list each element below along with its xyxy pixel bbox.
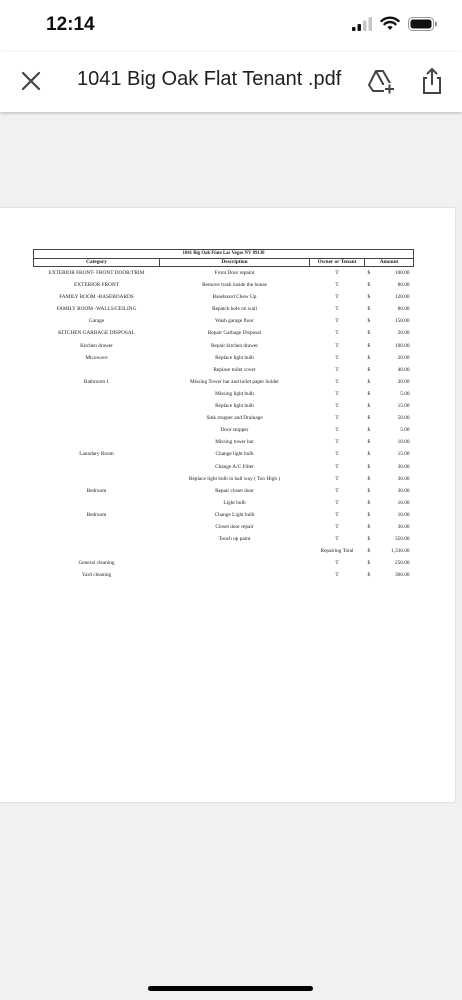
row-owner-tenant: T [335, 463, 339, 470]
row-dollar: $ [367, 306, 371, 313]
row-amount: 100.00 [394, 270, 410, 276]
row-dollar: $ [367, 475, 371, 482]
table-header-row [34, 259, 414, 267]
row-amount: 300.00 [394, 572, 410, 579]
document-title: 1041 Big Oak Flat Tenant .pdf [77, 68, 342, 90]
row-description: Touch up paint [218, 536, 251, 543]
row-dollar: $ [367, 560, 371, 567]
row-description: Replace light bulb [215, 354, 254, 361]
header-description: Description [160, 259, 310, 267]
row-owner-tenant: T [335, 270, 339, 276]
row-amount: 40.00 [397, 366, 410, 373]
row-description [160, 557, 310, 569]
close-button[interactable] [18, 68, 44, 94]
row-amount: 30.00 [397, 523, 410, 530]
row-description: Change light bulb [215, 451, 254, 458]
row-description: Wash garage floor [215, 318, 254, 325]
table-title: 1041 Big Oak Flate Las Vegas NV 89138 [34, 250, 414, 259]
row-amount: 1,330.00 [390, 548, 410, 555]
row-dollar: $ [367, 330, 371, 337]
table-row [34, 315, 414, 327]
row-description: Repair closet door [215, 487, 254, 494]
row-description: Replace toilet cover [213, 366, 256, 373]
table-row [34, 569, 414, 581]
table-row [34, 424, 414, 436]
row-amount: 80.00 [397, 282, 410, 289]
status-bar [0, 0, 462, 52]
table-row [34, 473, 414, 485]
row-category: EXTERIOR FRONT [74, 282, 119, 289]
row-dollar: $ [367, 487, 371, 494]
row-category: Kitchen drawer [80, 342, 113, 349]
table-body [34, 267, 414, 582]
table-row [34, 412, 414, 424]
row-category: Bedroom [86, 487, 107, 494]
row-category: FAMILY ROOM -BASEBOARDS [59, 294, 134, 301]
row-amount: 350.00 [394, 536, 410, 543]
row-owner-tenant: T [335, 354, 339, 361]
row-description: Missing tower bar [215, 439, 254, 446]
row-owner-tenant: T [335, 282, 339, 289]
row-amount: 15.00 [397, 403, 410, 410]
row-amount: 50.00 [397, 415, 410, 422]
table-row [34, 509, 414, 521]
row-category [34, 364, 160, 376]
table-row [34, 267, 414, 280]
row-dollar: $ [367, 390, 371, 397]
table-row [34, 388, 414, 400]
row-category [34, 473, 160, 485]
row-description: Repair Garbage Disposal [207, 330, 262, 337]
row-description: Sink stopper and Drainage [206, 415, 263, 422]
row-category [34, 521, 160, 533]
table-row [34, 533, 414, 545]
row-owner-tenant: T [335, 342, 339, 349]
row-dollar: $ [367, 294, 371, 301]
row-category: Bathroom 1 [83, 378, 110, 385]
drive-add-icon [366, 66, 396, 96]
row-category [34, 461, 160, 473]
row-dollar: $ [367, 439, 371, 446]
row-amount: 10.00 [397, 499, 410, 506]
row-owner-tenant: T [335, 439, 339, 446]
table-row [34, 340, 414, 352]
row-description: Front Door repaint [214, 270, 255, 276]
row-description [160, 545, 310, 557]
status-icons [352, 16, 438, 31]
table-row [34, 352, 414, 364]
row-owner-tenant: T [335, 511, 339, 518]
row-category: KITCHEN GARBAGE DISPOSAL [58, 330, 135, 337]
status-time: 12:14 [46, 14, 95, 35]
row-dollar: $ [367, 548, 371, 555]
row-category [34, 424, 160, 436]
row-amount: 150.00 [394, 318, 410, 325]
row-description: Replace light bulb in hall way ( Too High ) [188, 475, 281, 482]
row-owner-tenant: Repairing Total [320, 548, 354, 555]
row-amount: 10.00 [397, 511, 410, 518]
app-bar [0, 52, 462, 112]
row-owner-tenant: T [335, 415, 339, 422]
row-amount: 120.00 [394, 294, 410, 301]
row-amount: 30.00 [397, 475, 410, 482]
row-amount: 30.00 [397, 378, 410, 385]
row-owner-tenant: T [335, 306, 339, 313]
row-dollar: $ [367, 378, 371, 385]
row-category [34, 388, 160, 400]
pdf-document-content [33, 249, 413, 581]
row-owner-tenant: T [335, 499, 339, 506]
row-amount: 30.00 [397, 463, 410, 470]
row-category: Garage [88, 318, 105, 325]
table-title-row [34, 250, 414, 259]
row-category: EXTERIOR FRONT- FRONT DOOR/TRIM [48, 270, 145, 276]
table-row [34, 497, 414, 509]
row-description: Door stopper [220, 427, 249, 434]
row-category: Laundary Room [79, 451, 114, 458]
row-owner-tenant: T [335, 487, 339, 494]
row-description: Missing Tower bar and toilet paper holder [190, 378, 279, 385]
row-dollar: $ [367, 282, 371, 289]
row-amount: 10.00 [397, 439, 410, 446]
row-dollar: $ [367, 463, 371, 470]
row-category [34, 412, 160, 424]
row-description: Repatch hole on wall [212, 306, 257, 313]
row-category: FAMILY ROOM -WALLS/CEILING [56, 306, 137, 313]
row-dollar: $ [367, 511, 371, 518]
share-button[interactable] [417, 66, 447, 96]
row-category [34, 497, 160, 509]
row-owner-tenant: T [335, 475, 339, 482]
row-owner-tenant: T [335, 378, 339, 385]
row-description: Change Light bulb [214, 511, 255, 518]
row-owner-tenant: T [335, 403, 339, 410]
repair-charges-table [33, 249, 414, 581]
table-row [34, 364, 414, 376]
row-amount: 100.00 [394, 342, 410, 349]
row-description: Remove trash inside the house [202, 282, 267, 289]
row-description [160, 569, 310, 581]
table-row [34, 521, 414, 533]
row-description: Missing light bulb [215, 390, 254, 397]
row-dollar: $ [367, 499, 371, 506]
close-icon [18, 68, 44, 94]
battery-icon [408, 17, 438, 31]
wifi-icon [380, 16, 400, 31]
table-row [34, 461, 414, 473]
table-row [34, 485, 414, 497]
row-category: Yard cleaning [81, 572, 112, 579]
row-category: Bedroom [86, 511, 107, 518]
pdf-page [0, 208, 455, 802]
table-row [34, 400, 414, 412]
row-dollar: $ [367, 342, 371, 349]
add-to-drive-button[interactable] [366, 66, 396, 96]
table-row [34, 376, 414, 388]
row-dollar: $ [367, 318, 371, 325]
row-owner-tenant: T [335, 451, 339, 458]
row-amount: 80.00 [397, 306, 410, 313]
share-icon [417, 66, 447, 96]
row-dollar: $ [367, 536, 371, 543]
header-owner-tenant: Owner or Tenant [310, 259, 365, 267]
table-row [34, 303, 414, 315]
row-dollar: $ [367, 415, 371, 422]
row-amount: 20.00 [397, 354, 410, 361]
table-row [34, 279, 414, 291]
table-row [34, 436, 414, 448]
row-owner-tenant: T [335, 560, 339, 567]
row-dollar: $ [367, 354, 371, 361]
row-description: Baseboard Chew Up [212, 294, 257, 301]
row-dollar: $ [367, 451, 371, 458]
row-amount: 20.00 [397, 330, 410, 337]
row-owner-tenant: T [335, 523, 339, 530]
header-category: Category [34, 259, 160, 267]
row-dollar: $ [367, 270, 371, 276]
row-category [34, 400, 160, 412]
row-description: Replace light bulb [215, 403, 254, 410]
row-dollar: $ [367, 572, 371, 579]
row-category [34, 545, 160, 557]
table-row [34, 545, 414, 557]
row-amount: 5.00 [400, 390, 410, 397]
row-amount: 30.00 [397, 487, 410, 494]
row-owner-tenant: T [335, 572, 339, 579]
row-amount: 250.00 [394, 560, 410, 567]
row-description: Change A/C Filter [215, 463, 254, 470]
row-category [34, 533, 160, 545]
row-dollar: $ [367, 366, 371, 373]
row-owner-tenant: T [335, 294, 339, 301]
header-amount: Amount [365, 259, 414, 267]
row-description: Closet door repair [215, 523, 254, 530]
row-owner-tenant: T [335, 318, 339, 325]
row-owner-tenant: T [335, 536, 339, 543]
row-owner-tenant: T [335, 427, 339, 434]
signal-icon [352, 17, 372, 31]
row-dollar: $ [367, 523, 371, 530]
table-row [34, 557, 414, 569]
row-category: General cleaning [78, 560, 115, 567]
table-row [34, 327, 414, 339]
table-row [34, 291, 414, 303]
row-description: Repair kitchen drawer [210, 342, 259, 349]
row-owner-tenant: T [335, 366, 339, 373]
row-owner-tenant: T [335, 390, 339, 397]
row-dollar: $ [367, 403, 371, 410]
row-dollar: $ [367, 427, 371, 434]
row-category: Micowave [85, 354, 108, 361]
row-description: Light bulb [223, 499, 246, 506]
row-category [34, 436, 160, 448]
row-amount: 5.00 [400, 427, 410, 434]
row-amount: 15.00 [397, 451, 410, 458]
table-row [34, 448, 414, 460]
row-owner-tenant: T [335, 330, 339, 337]
home-indicator [148, 986, 313, 991]
